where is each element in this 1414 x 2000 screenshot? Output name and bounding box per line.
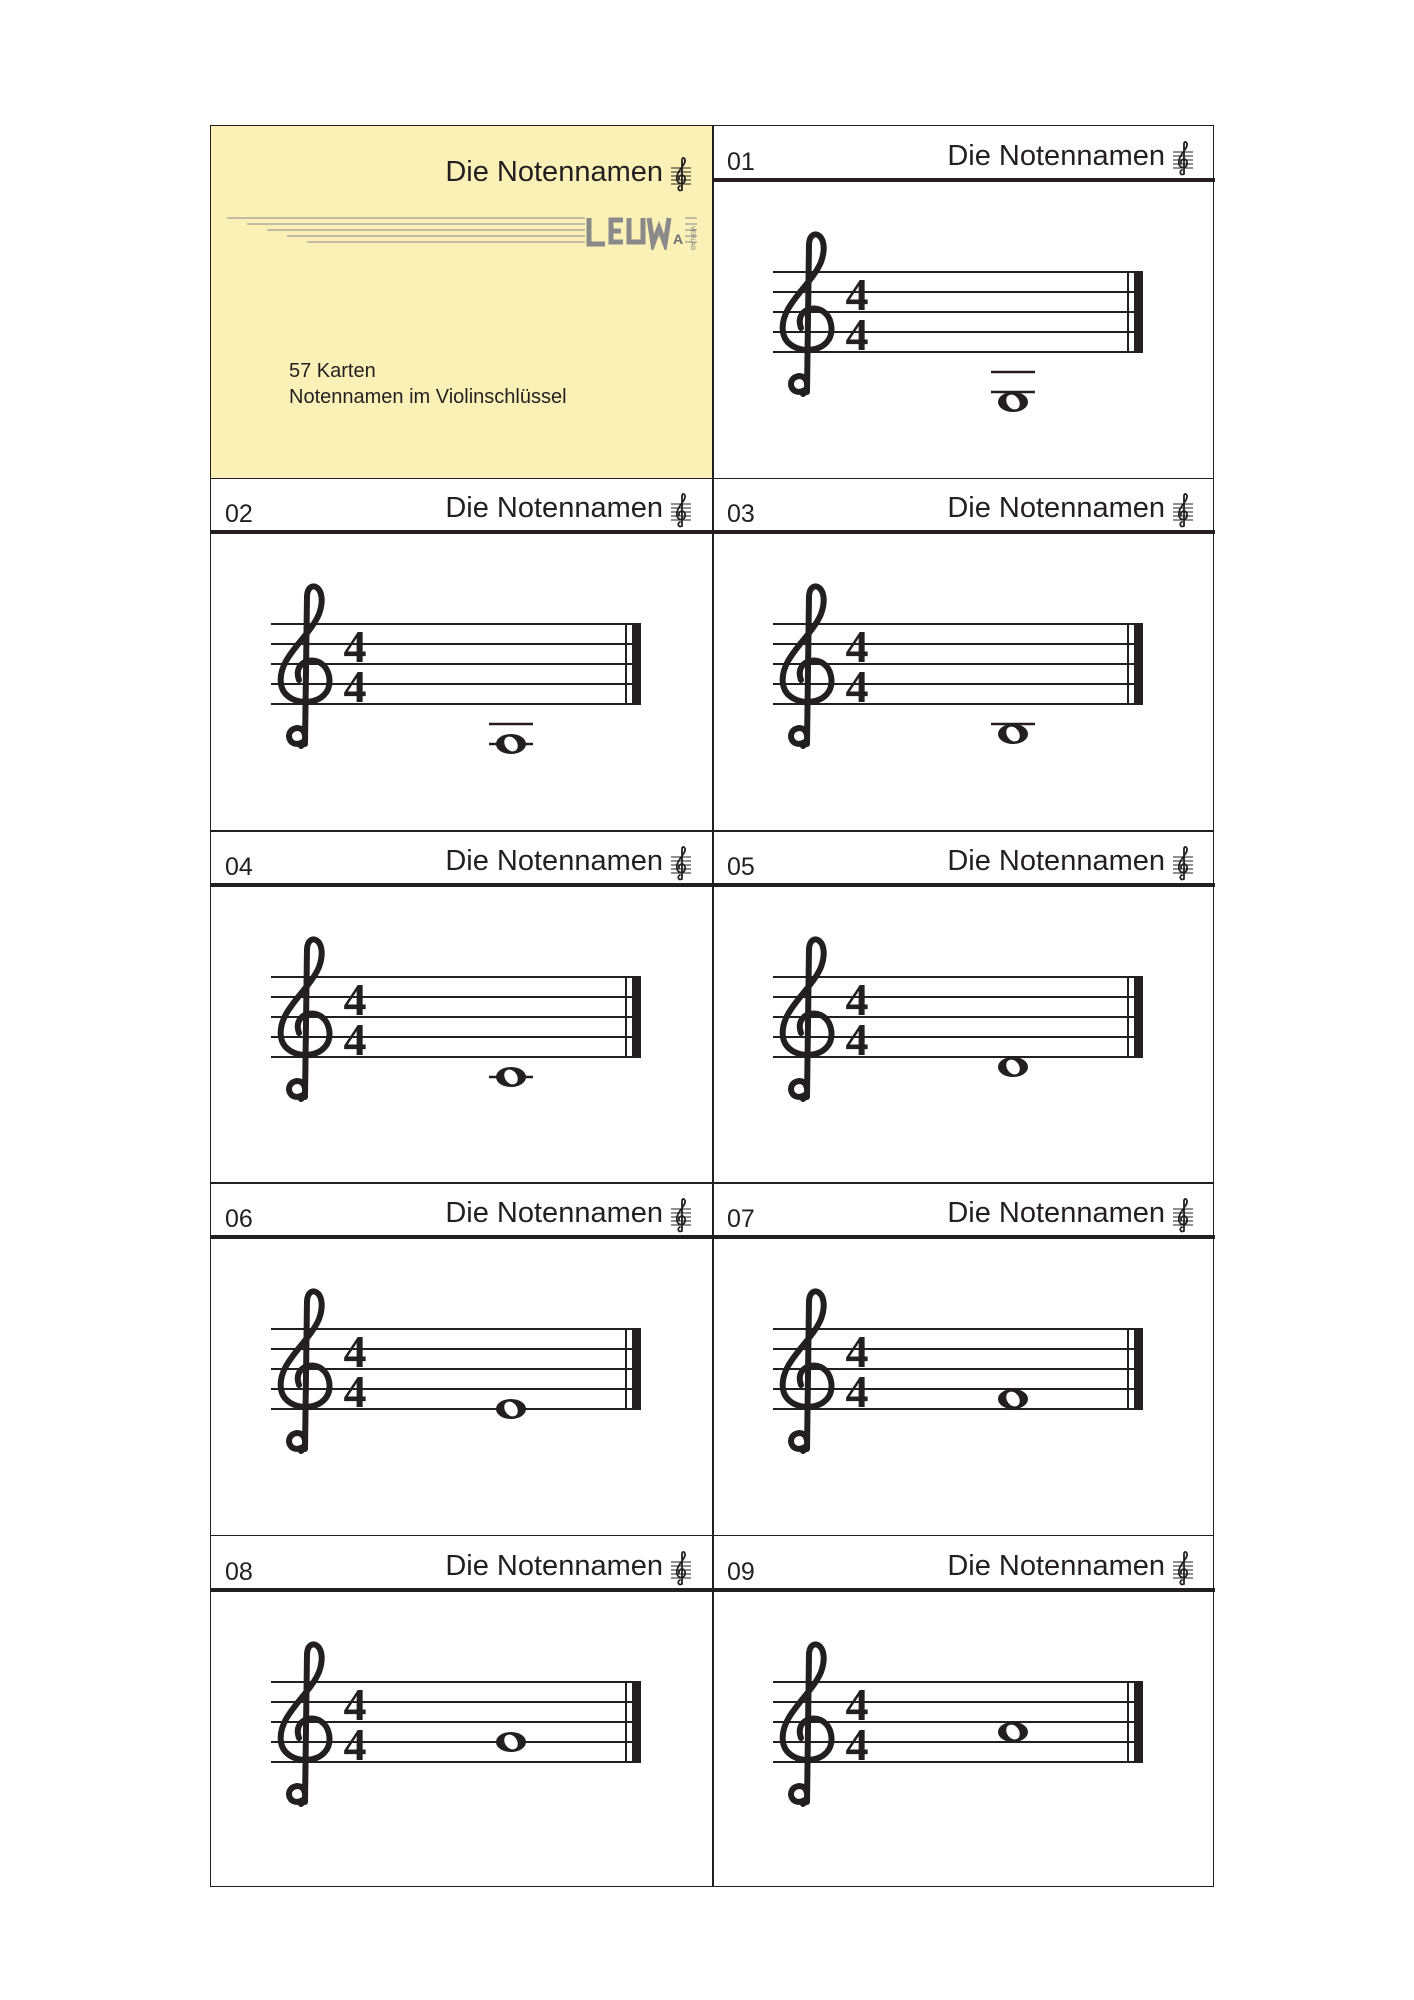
card-title: Die Notennamen bbox=[445, 1549, 663, 1582]
time-signature-bottom: 4 bbox=[343, 661, 367, 713]
note-card bbox=[211, 1536, 713, 1888]
card-number: 03 bbox=[727, 500, 755, 529]
logo-letter: A bbox=[673, 231, 684, 247]
music-staff bbox=[211, 534, 713, 830]
row-divider bbox=[211, 478, 1213, 480]
time-signature-top: 4 bbox=[845, 973, 869, 1025]
note-card bbox=[713, 831, 1215, 1183]
treble-clef bbox=[281, 939, 330, 1099]
note-card bbox=[713, 478, 1215, 830]
time-signature-top: 4 bbox=[343, 1678, 367, 1730]
card-title: Die Notennamen bbox=[947, 1549, 1165, 1582]
thin-barline bbox=[1127, 272, 1129, 352]
music-staff bbox=[211, 1592, 713, 1888]
time-signature-top: 4 bbox=[845, 269, 869, 320]
thin-barline bbox=[1127, 1329, 1129, 1409]
card-count: 57 Karten bbox=[289, 360, 376, 382]
treble-clef bbox=[783, 1292, 832, 1452]
time-signature-top: 4 bbox=[343, 973, 367, 1025]
card-number: 01 bbox=[727, 148, 755, 176]
time-signature-bottom: 4 bbox=[343, 1013, 367, 1065]
treble-clef bbox=[281, 1292, 330, 1452]
final-barline bbox=[632, 1682, 641, 1762]
card-title: Die Notennamen bbox=[445, 492, 663, 525]
whole-note bbox=[496, 1399, 526, 1419]
final-barline bbox=[632, 624, 641, 704]
note-card bbox=[211, 1183, 713, 1535]
row-divider bbox=[211, 830, 1213, 832]
whole-note bbox=[998, 724, 1028, 744]
cover-description bbox=[289, 358, 567, 410]
treble-clef-icon bbox=[671, 490, 691, 530]
time-signature-bottom: 4 bbox=[343, 1718, 367, 1770]
time-signature-bottom: 4 bbox=[845, 661, 869, 713]
treble-clef-icon bbox=[1173, 1195, 1193, 1235]
card-number: 02 bbox=[225, 500, 253, 529]
whole-note bbox=[998, 1389, 1028, 1409]
card-number: 06 bbox=[225, 1205, 253, 1234]
whole-note bbox=[998, 392, 1028, 412]
time-signature-bottom: 4 bbox=[343, 1366, 367, 1418]
treble-clef bbox=[783, 1644, 832, 1804]
card-title: Die Notennamen bbox=[947, 844, 1165, 877]
card-number: 09 bbox=[727, 1557, 755, 1586]
treble-clef-icon bbox=[1173, 138, 1193, 178]
card-number: 08 bbox=[225, 1557, 253, 1586]
music-staff bbox=[713, 182, 1215, 478]
music-staff bbox=[713, 534, 1215, 830]
treble-clef-icon bbox=[1173, 490, 1193, 530]
card-title: Die Notennamen bbox=[445, 844, 663, 877]
whole-note bbox=[496, 1732, 526, 1752]
leuwa-logo bbox=[585, 214, 697, 250]
treble-clef-icon bbox=[671, 843, 691, 883]
music-staff bbox=[211, 1239, 713, 1535]
treble-clef bbox=[281, 587, 330, 747]
column-divider bbox=[712, 126, 714, 1886]
time-signature-top: 4 bbox=[343, 621, 367, 673]
treble-clef bbox=[783, 939, 832, 1099]
thin-barline bbox=[625, 1329, 627, 1409]
treble-clef bbox=[783, 234, 832, 394]
treble-clef-icon bbox=[1173, 1548, 1193, 1588]
card-number: 05 bbox=[727, 852, 755, 881]
whole-note bbox=[998, 1722, 1028, 1742]
music-staff bbox=[713, 1592, 1215, 1888]
card-title: Die Notennamen bbox=[947, 492, 1165, 525]
note-card bbox=[713, 1536, 1215, 1888]
thin-barline bbox=[625, 977, 627, 1057]
music-staff bbox=[713, 887, 1215, 1183]
row-divider bbox=[211, 1535, 1213, 1537]
cover-card bbox=[211, 126, 713, 478]
note-card bbox=[211, 831, 713, 1183]
time-signature-top: 4 bbox=[845, 621, 869, 673]
thin-barline bbox=[625, 1682, 627, 1762]
final-barline bbox=[1134, 1682, 1143, 1762]
note-card bbox=[713, 1183, 1215, 1535]
note-card bbox=[713, 126, 1215, 478]
treble-clef-icon bbox=[671, 1548, 691, 1588]
whole-note bbox=[496, 1067, 526, 1087]
music-staff bbox=[713, 1239, 1215, 1535]
row-divider bbox=[211, 1182, 1213, 1184]
card-number: 04 bbox=[225, 852, 253, 881]
final-barline bbox=[632, 977, 641, 1057]
time-signature-top: 4 bbox=[845, 1678, 869, 1730]
note-card bbox=[211, 478, 713, 830]
thin-barline bbox=[1127, 1682, 1129, 1762]
final-barline bbox=[1134, 272, 1143, 352]
final-barline bbox=[1134, 624, 1143, 704]
time-signature-bottom: 4 bbox=[845, 1366, 869, 1418]
time-signature-bottom: 4 bbox=[845, 309, 869, 360]
whole-note bbox=[998, 1057, 1028, 1077]
card-title: Die Notennamen bbox=[947, 1197, 1165, 1230]
treble-clef bbox=[281, 1644, 330, 1804]
card-sheet bbox=[210, 125, 1214, 1887]
cover-subtitle: Notennamen im Violinschlüssel bbox=[289, 386, 567, 408]
final-barline bbox=[1134, 977, 1143, 1057]
card-title: Die Notennamen bbox=[445, 1197, 663, 1230]
whole-note bbox=[496, 734, 526, 754]
treble-clef-icon bbox=[671, 154, 691, 194]
cover-title: Die Notennamen bbox=[445, 156, 663, 188]
treble-clef-icon bbox=[1173, 843, 1193, 883]
time-signature-top: 4 bbox=[343, 1326, 367, 1378]
time-signature-bottom: 4 bbox=[845, 1718, 869, 1770]
thin-barline bbox=[625, 624, 627, 704]
card-number: 07 bbox=[727, 1205, 755, 1234]
final-barline bbox=[1134, 1329, 1143, 1409]
treble-clef bbox=[783, 587, 832, 747]
treble-clef-icon bbox=[671, 1195, 691, 1235]
time-signature-bottom: 4 bbox=[845, 1013, 869, 1065]
thin-barline bbox=[1127, 624, 1129, 704]
time-signature-top: 4 bbox=[845, 1326, 869, 1378]
thin-barline bbox=[1127, 977, 1129, 1057]
music-staff bbox=[211, 887, 713, 1183]
svg-text:VERLAG: VERLAG bbox=[689, 226, 695, 250]
final-barline bbox=[632, 1329, 641, 1409]
card-title: Die Notennamen bbox=[947, 140, 1165, 172]
